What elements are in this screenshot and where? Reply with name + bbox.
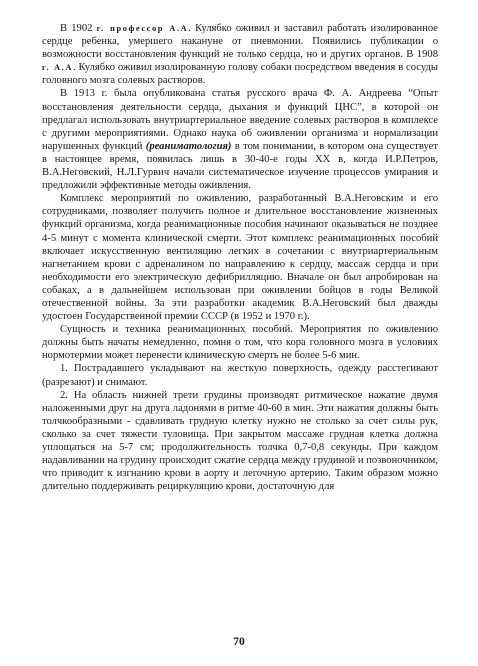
page-number: 70 (233, 636, 245, 648)
text-run: В 1913 г. была опубликована статья русского врача Ф. А. Андреева “Опыт восстановления деятельности сердца, дыхания и функций ЦНС”, в которой он предлагал использовать внутриартериальное введение солевых растворов в комплексе с другими мероприятиями. Однако наука об оживлении организма и нормализации нарушенных функций (42, 88, 438, 152)
list-item-1: 1. Пострадавшего укладывают на жесткую поверхность, одежду расстегивают (разрезают) и снимают. (42, 363, 438, 388)
text-run: в том понимании, в котором она существует в настоящее время, появилась лишь в 30-40-е годы XX в, когда И.Р.Петров, В.А.Неговский, Н.Л.Гурвич начали систематическое изучение процессов умирания и предложили эффективные методы оживления. (42, 140, 438, 192)
paragraph-essence-technique: Сущность и техника реанимационных пособий. Мероприятия по оживлению должны быть начаты немедленно, помня о том, что кора головного мозга в условиях нормотермии может перенести клиническую смерть не более 5-6 мин. (42, 324, 438, 362)
body-text (42, 22, 438, 493)
text-run: . Кулябко оживил и заставил работать изолированное сердце ребенка, умершего накануне от пневмонии. Появились публикации о возможности восстановления функций не только сердца, но и других органов. В 1908 (42, 23, 438, 61)
emphasis-term: (реаниматология) (145, 140, 232, 152)
paragraph-1902-kulyabko (42, 22, 438, 87)
paragraph-1913-andreev (42, 87, 438, 192)
spaced-text: г. А.А (42, 63, 74, 73)
text-run: . Кулябко оживил изолированную голову собаки посредством введения в сосуды головного мозга солевых растворов. (42, 62, 439, 87)
spaced-text: г. профессор А.А (96, 24, 189, 33)
paragraph-negovsky-complex: Комплекс мероприятий по оживлению, разработанный В.А.Неговским и его сотрудниками, позволяет получить полное и длительное восстановление жизненных функций организма, когда реанимационные пособия начинают оказываться не позднее 4-5 минут с момента клинической смерти. Этот комплекс реанимационных пособий включает искусственную вентиляцию легких в сочетании с внутриартериальным нагнетанием крови с адреналином по направлению к сердцу, массаж сердца и при необходимости его электрическую дефибрилляцию. Вначале он был апробирован на собаках, а в дальнейшем использован при оживлении бойцов в годы Великой отечественной войны. За эти разработки академик В.А.Неговский был дважды удостоен Государственной премии СССР (в 1952 и 1970 г.). (42, 193, 438, 323)
text-run: В 1902 (60, 23, 97, 34)
list-item-2: 2. На область нижней трети грудины производят ритмическое нажатие двумя наложенными друг на друга ладонями в ритме 40-60 в мин. Эти нажатия должны быть толчкообразными - сдавливать грудную клетку нужно не столько за счет силы рук, сколько за счет тяжести туловища. При закрытом массаже грудная клетка должна уплощаться на 5-7 см; продолжительность толчка 0,7-0,8 секунды. При каждом надавливании на грудину происходит сжатие сердца между грудиной и позвоночником, что приводит к изгнанию крови в аорту и легочную артерию. Таким образом можно длительно поддерживать рециркуляцию крови, достаточную для (42, 389, 438, 493)
